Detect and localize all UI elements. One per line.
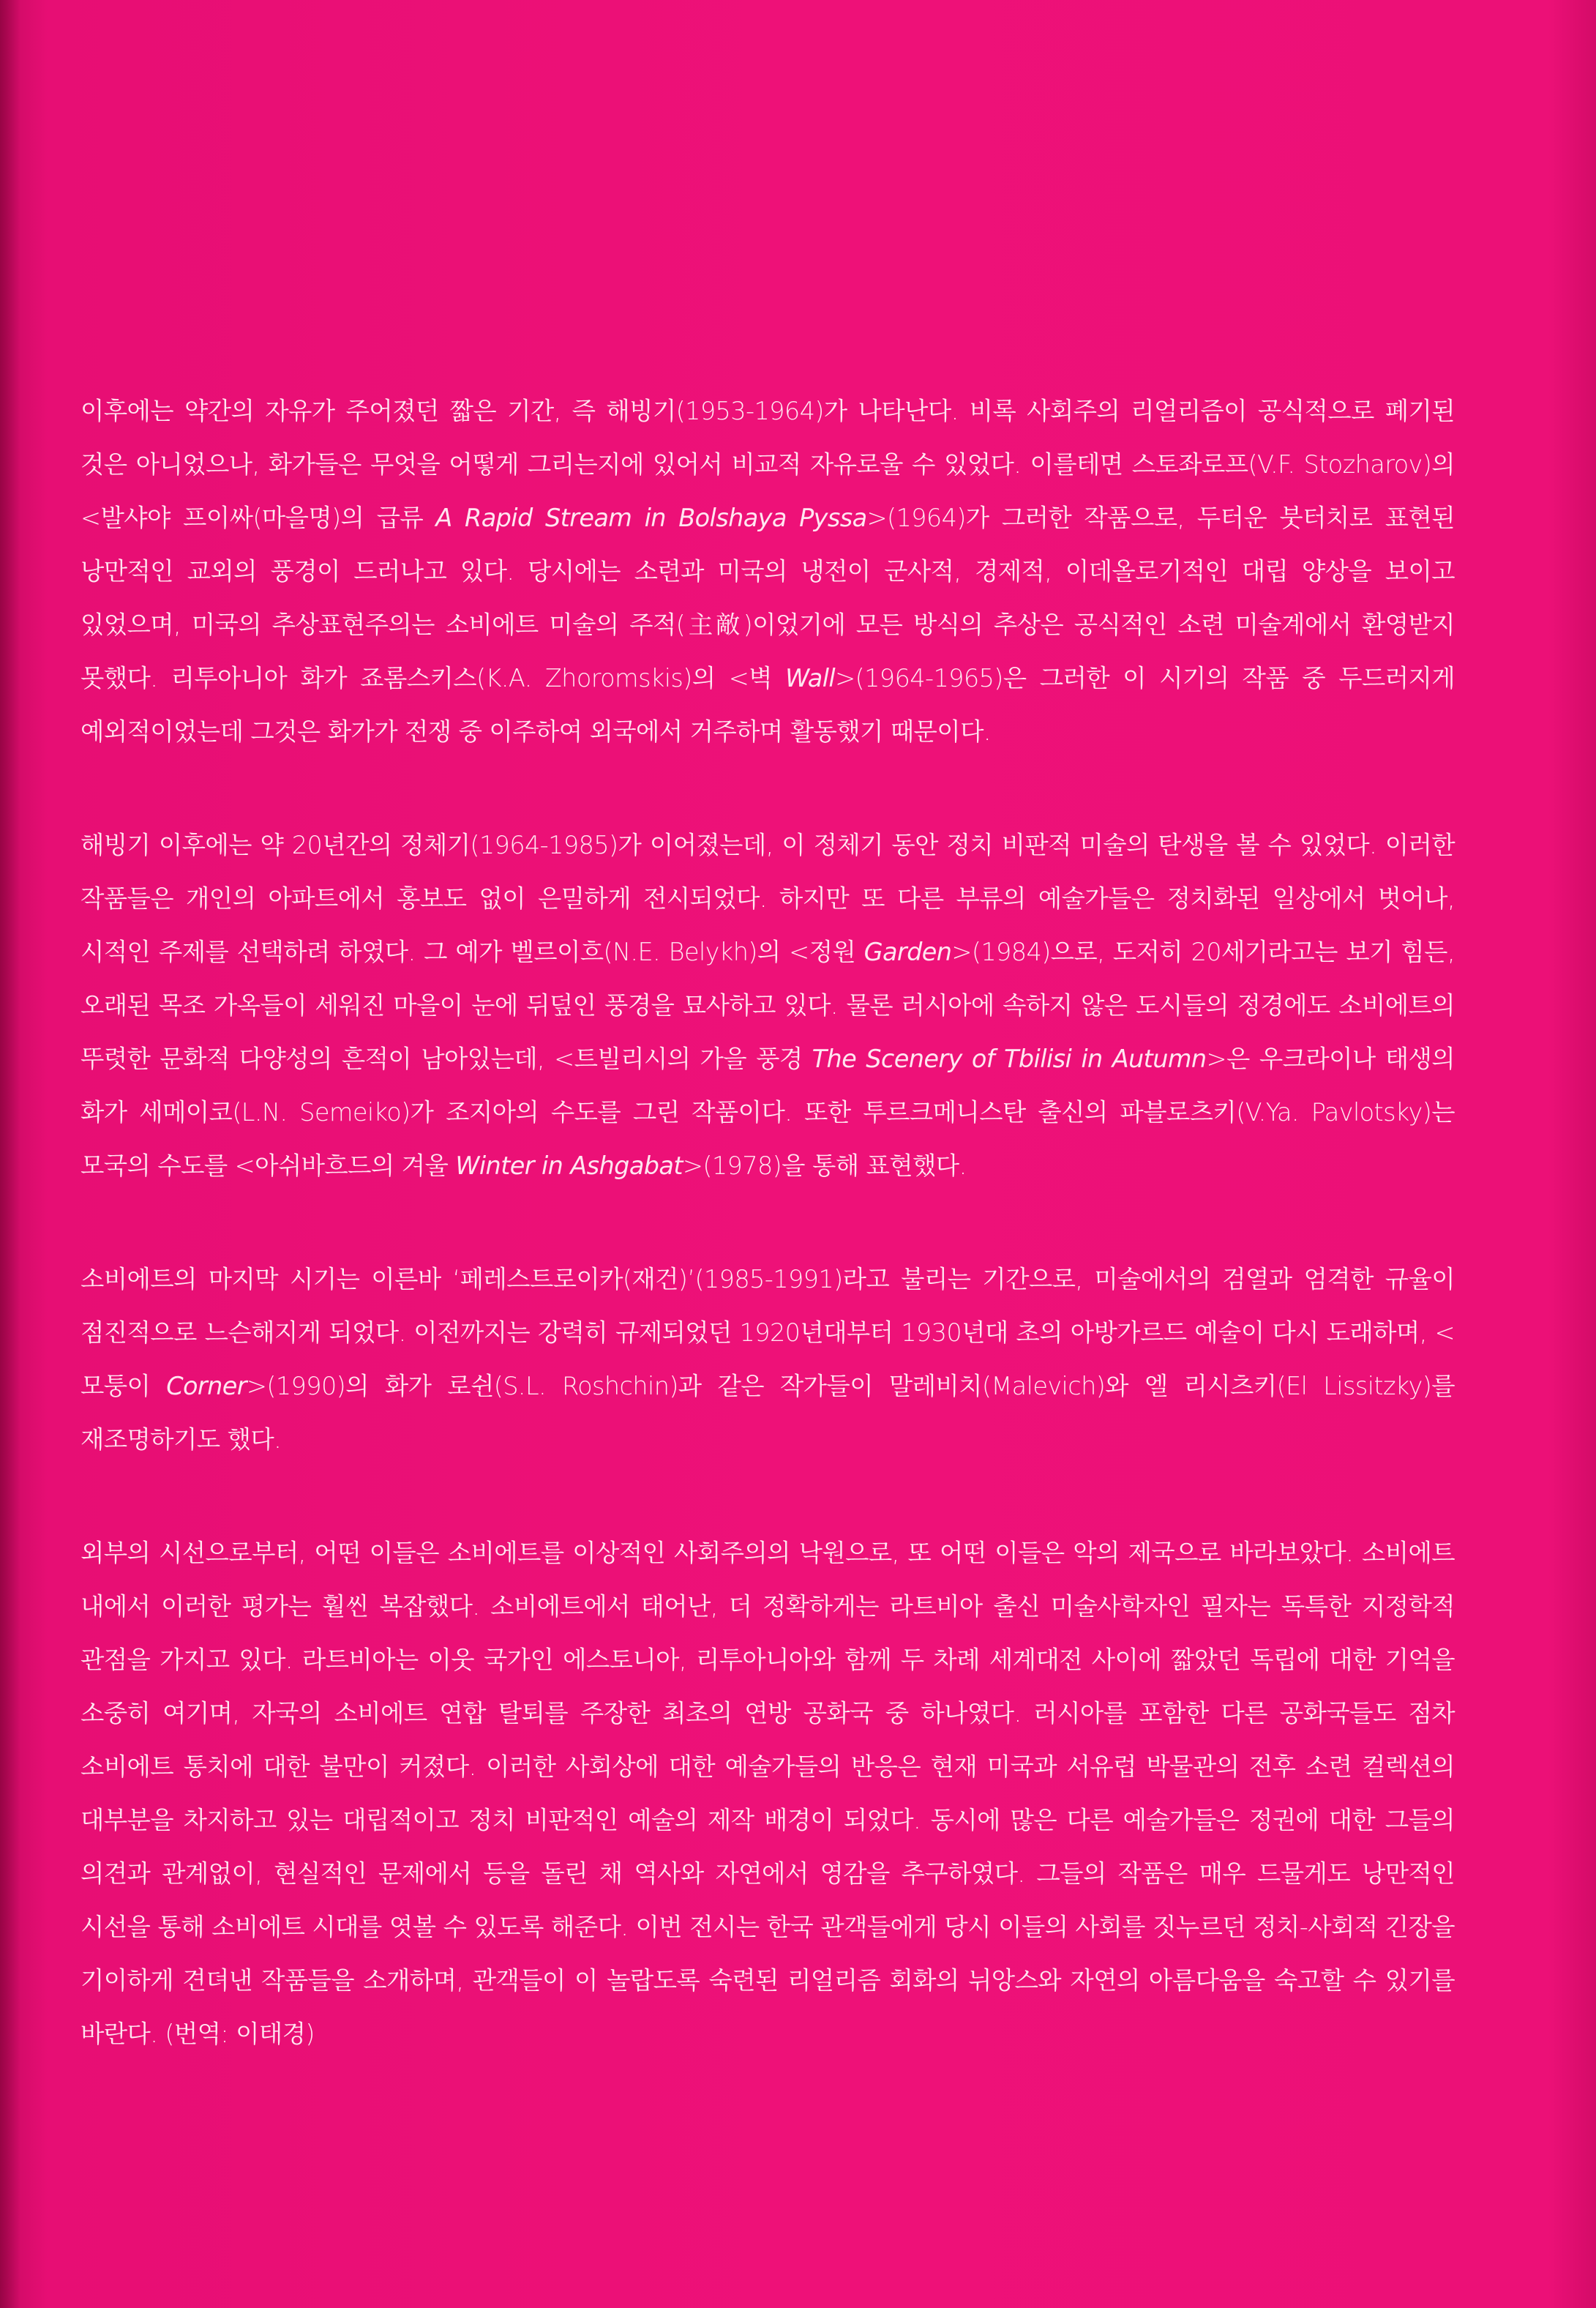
page-edge-shadow <box>0 0 20 2308</box>
paragraph-text: >(1978)을 통해 표현했다. <box>682 1151 967 1180</box>
paragraph-text: >(1964-1965)은 그러한 이 시기의 작품 중 두드러지게 예외적이었는데 그것은 화가가 전쟁 중 이주하여 외국에서 거주하며 활동했기 때문이다. <box>80 664 1455 746</box>
paragraph-text: 외부의 시선으로부터, 어떤 이들은 소비에트를 이상적인 사회주의의 낙원으로, 또 어떤 이들은 악의 제국으로 바라보았다. 소비에트 내에서 이러한 평가는 훨씬 복잡했다. 소비에트에서 태어난, 더 정확하게는 라트비아 출신 미술사학자인 필자는 독특한 지정학적 관점을 가지고 있다. 라트비아는 이웃 국가인 에스토니아, 리투아니아와 함께 두 차례 세계대전 사이에 짧았던 독립에 대한 기억을 소중히 여기며, 자국의 소비에트 연합 탈퇴를 주장한 최초의 연방 공화국 중 하나였다. 러시아를 포함한 다른 공화국들도 점차 소비에트 통치에 대한 불만이 커졌다. 이러한 사회상에 대한 예술가들의 반응은 현재 미국과 서유럽 박물관의 전후 소련 컬렉션의 대부분을 차지하고 있는 대립적이고 정치 비판적인 예술의 제작 배경이 되었다. 동시에 많은 다른 예술가들은 정권에 대한 그들의 의견과 관계없이, 현실적인 문제에서 등을 돌린 채 역사와 자연에서 영감을 추구하였다. 그들의 작품은 매우 드물게도 낭만적인 시선을 통해 소비에트 시대를 엿볼 수 있도록 해준다. 이번 전시는 한국 관객들에게 당시 이들의 사회를 짓누르던 정치-사회적 긴장을 기이하게 견뎌낸 작품들을 소개하며, 관객들이 이 놀랍도록 숙련된 리얼리즘 회화의 뉘앙스와 자연의 아름다움을 숙고할 수 있기를 바란다. (번역: 이태경) <box>80 1539 1455 2048</box>
paragraph-text: 해빙기 이후에는 약 20년간의 정체기(1964-1985)가 이어졌는데, 이 정체기 동안 정치 비판적 미술의 탄생을 볼 수 있었다. 이러한 작품들은 개인의 아파트에서 홍보도 없이 은밀하게 전시되었다. 하지만 또 다른 부류의 예술가들은 정치화된 일상에서 벗어나, 시적인 주제를 선택하려 하였다. 그 예가 벨르이흐(N.E. Belykh)의 <정원 <box>80 831 1455 966</box>
paragraph-thaw-period <box>80 384 1455 758</box>
paragraph-text: 이후에는 약간의 자유가 주어졌던 짧은 기간, 즉 해빙기(1953-1964)가 나타난다. 비록 사회주의 리얼리즘이 공식적으로 폐기된 것은 아니었으나, 화가들은 무엇을 어떻게 그리는지에 있어서 비교적 자유로울 수 있었다. 이를테면 스토좌로프(V.F. Stozharov)의 <발샤야 프이싸(마을명)의 급류 <box>80 397 1455 532</box>
paragraph-conclusion <box>80 1526 1455 2061</box>
paragraph-text: >은 우크라이나 태생의 화가 세메이코(L.N. Semeiko)가 조지아의 수도를 그린 작품이다. 또한 투르크메니스탄 출신의 파블로츠키(V.Ya. Pavlotsky)는 모국의 수도를 <아쉬바흐드의 겨울 <box>80 1045 1455 1180</box>
paragraph-text: >(1990)의 화가 로쉰(S.L. Roshchin)과 같은 작가들이 말레비치(Malevich)와 엘 리시츠키(El Lissitzky)를 재조명하기도 했다. <box>80 1372 1455 1454</box>
paragraph-text: 소비에트의 마지막 시기는 이른바 ‘페레스트로이카(재건)’(1985-1991)라고 불리는 기간으로, 미술에서의 검열과 엄격한 규율이 점진적으로 느슨해지게 되었다. 이전까지는 강력히 규제되었던 1920년대부터 1930년대 초의 아방가르드 예술이 다시 도래하며, <모퉁이 <box>80 1265 1455 1400</box>
artwork-title-english: Winter in Ashgabat <box>455 1151 683 1180</box>
essay-body <box>80 384 1455 2121</box>
paragraph-stagnation-period <box>80 818 1455 1192</box>
artwork-title-english: A Rapid Stream in Bolshaya Pyssa <box>435 504 867 532</box>
artwork-title-english: Wall <box>785 664 836 692</box>
paragraph-perestroika <box>80 1252 1455 1466</box>
artwork-title-english: The Scenery of Tbilisi in Autumn <box>812 1045 1207 1073</box>
artwork-title-english: Garden <box>863 938 952 966</box>
paragraph-text: >(1964)가 그러한 작품으로, 두터운 붓터치로 표현된 낭만적인 교외의 풍경이 드러나고 있다. 당시에는 소련과 미국의 냉전이 군사적, 경제적, 이데올로기적인 대립 양상을 보이고 있었으며, 미국의 추상표현주의는 소비에트 미술의 주적(主敵)이었기에 모든 방식의 추상은 공식적인 소련 미술계에서 환영받지 못했다. 리투아니아 화가 죠롬스키스(K.A. Zhoromskis)의 <벽 <box>80 504 1455 692</box>
paragraph-text: >(1984)으로, 도저히 20세기라고는 보기 힘든, 오래된 목조 가옥들이 세워진 마을이 눈에 뒤덮인 풍경을 묘사하고 있다. 물론 러시아에 속하지 않은 도시들의 정경에도 소비에트의 뚜렷한 문화적 다양성의 흔적이 남아있는데, <트빌리시의 가을 풍경 <box>80 938 1455 1073</box>
artwork-title-english: Corner <box>166 1372 247 1400</box>
